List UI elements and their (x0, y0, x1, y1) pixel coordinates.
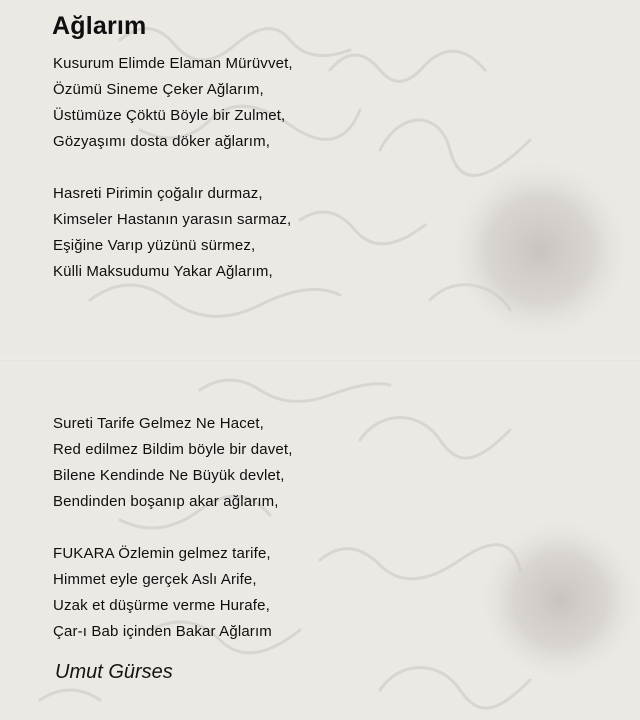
poem-line: Himmet eyle gerçek Aslı Arife, (53, 571, 257, 588)
poem-line: Bilene Kendinde Ne Büyük devlet, (53, 467, 285, 484)
poem-line: Çar-ı Bab içinden Bakar Ağlarım (53, 623, 272, 640)
poem-line: Kusurum Elimde Elaman Mürüvvet, (53, 55, 293, 72)
author-name: Umut Gürses (55, 661, 173, 683)
poem-line: Uzak et düşürme verme Hurafe, (53, 597, 270, 614)
poem-line: Hasreti Pirimin çoğalır durmaz, (53, 185, 263, 202)
poem-line: Bendinden boşanıp akar ağlarım, (53, 493, 279, 510)
poem-title: Ağlarım (52, 12, 147, 40)
poem-line: Özümü Sineme Çeker Ağlarım, (53, 81, 264, 98)
poem-line: Gözyaşımı dosta döker ağlarım, (53, 133, 271, 150)
stanza-4 (53, 541, 272, 645)
poem-line: Külli Maksudumu Yakar Ağlarım, (53, 263, 273, 280)
stanza-2 (53, 181, 291, 285)
poem-line: Eşiğine Varıp yüzünü sürmez, (53, 237, 256, 254)
poem-line: FUKARA Özlemin gelmez tarife, (53, 545, 271, 562)
poem-line: Üstümüze Çöktü Böyle bir Zulmet, (53, 107, 286, 124)
stanza-1 (53, 51, 293, 155)
poem-line: Sureti Tarife Gelmez Ne Hacet, (53, 415, 264, 432)
section-divider (0, 358, 640, 361)
stanza-3 (53, 411, 293, 515)
poem-line: Kimseler Hastanın yarasın sarmaz, (53, 211, 292, 228)
poem-line: Red edilmez Bildim böyle bir davet, (53, 441, 293, 458)
